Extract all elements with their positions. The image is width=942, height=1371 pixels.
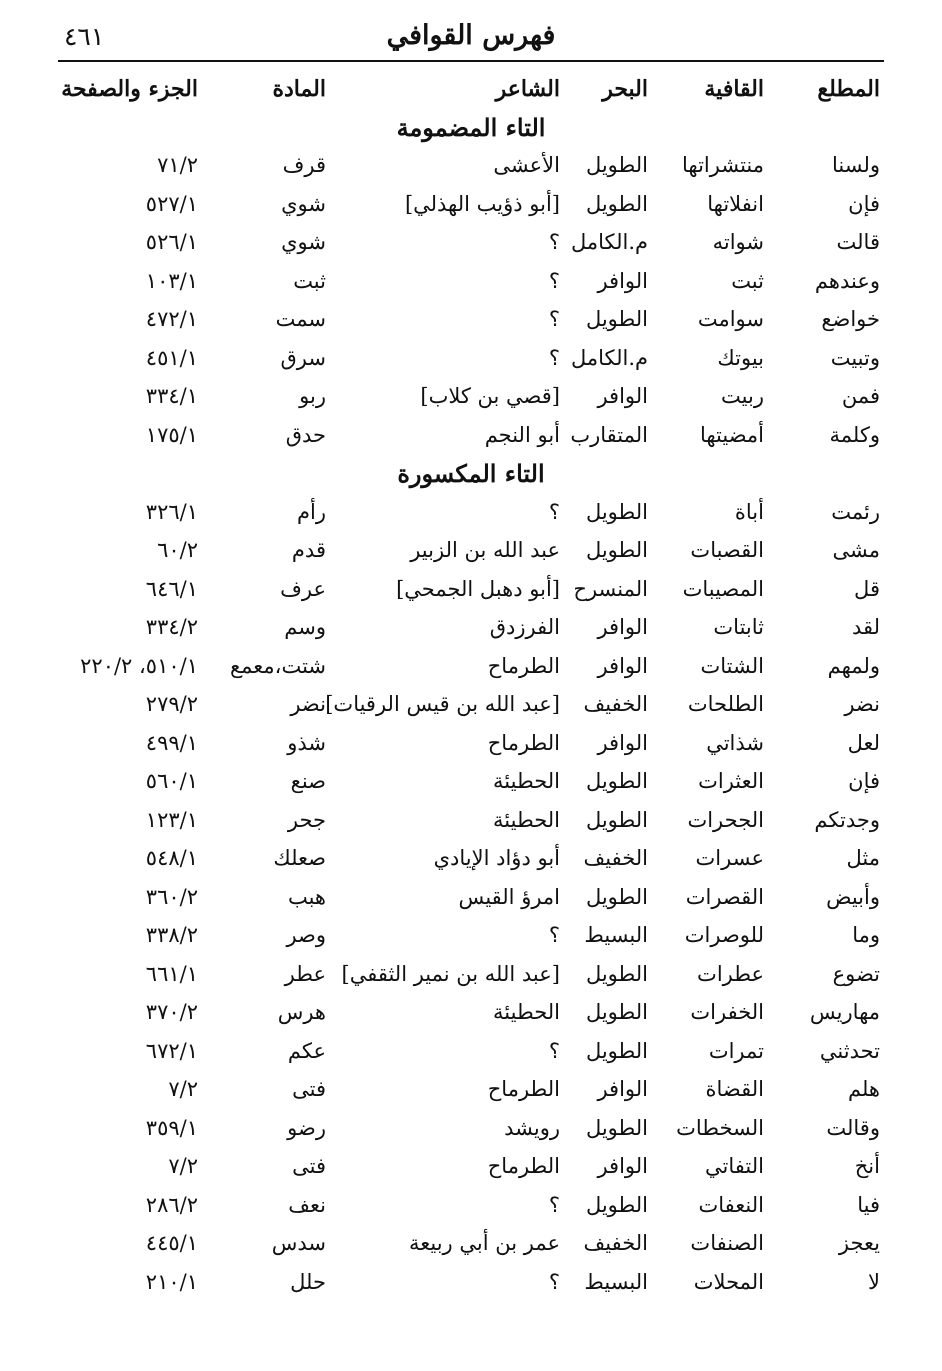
qafiya-cell: القضاة: [705, 1077, 764, 1101]
madda-cell: عرف: [280, 576, 326, 601]
matla-cell: تضوع: [832, 961, 880, 986]
matla-cell: وعندهم: [814, 268, 880, 293]
table-row: [58, 725, 884, 764]
table-row: [58, 1148, 884, 1187]
bahr-cell: الطويل: [585, 191, 648, 216]
volume-page-cell: ٧/٢: [168, 1154, 198, 1178]
qafiya-cell: النعفات: [698, 1192, 764, 1217]
volume-page-cell: ٣٣٤/٢: [145, 615, 198, 639]
table-row: [58, 648, 884, 687]
section-heading-row: [58, 455, 884, 494]
column-header-shaer: الشاعر: [495, 76, 560, 102]
qafiya-cell: المصيبات: [682, 576, 764, 601]
volume-page-cell: ٤٥١/١: [145, 345, 198, 370]
matla-cell: فمن: [841, 384, 880, 408]
bahr-cell: الطويل: [585, 153, 648, 177]
qafiya-cell: أمضيتها: [699, 422, 764, 447]
bahr-cell: م.الكامل: [570, 230, 648, 254]
bahr-cell: المنسرح: [573, 576, 648, 601]
shaer-cell: رويشد: [504, 1115, 560, 1140]
madda-cell: رأم: [297, 499, 326, 524]
bahr-cell: الخفيف: [583, 692, 648, 716]
volume-page-cell: ٦٤٦/١: [145, 576, 198, 601]
volume-page-cell: ٥١٠/١، ٢٢٠/٢: [80, 653, 198, 678]
shaer-cell: امرؤ القيس: [458, 884, 560, 909]
volume-page-cell: ٦٠/٢: [157, 538, 198, 562]
matla-cell: لعل: [847, 730, 880, 755]
shaer-cell: أبو دؤاد الإيادي: [433, 846, 560, 870]
madda-cell: سدس: [271, 1231, 326, 1255]
shaer-cell: ؟: [548, 345, 560, 370]
table-row: [58, 224, 884, 263]
table-row: [58, 879, 884, 918]
column-header-qafiya: القافية: [704, 76, 764, 102]
shaer-cell: أبو النجم: [484, 422, 560, 447]
matla-cell: وكلمة: [829, 422, 880, 447]
madda-cell: صنع: [290, 769, 326, 793]
qafiya-cell: القصرات: [685, 884, 764, 909]
table-row: [58, 571, 884, 610]
shaer-cell: الحطيئة: [493, 769, 560, 793]
shaer-cell: الطرماح: [487, 1077, 560, 1101]
column-header-bahr: البحر: [602, 76, 648, 102]
qafiya-cell: شذاتي: [706, 730, 764, 755]
table-row: [58, 532, 884, 571]
bahr-cell: المتقارب: [570, 422, 648, 447]
volume-page-cell: ١٢٣/١: [145, 807, 198, 832]
matla-cell: مثل: [846, 846, 880, 870]
bahr-cell: الوافر: [597, 268, 648, 293]
bahr-cell: الطويل: [585, 1192, 648, 1217]
table-row: [58, 1033, 884, 1072]
shaer-cell: الطرماح: [487, 730, 560, 755]
section-title: التاء المضمومة: [396, 112, 546, 142]
shaer-cell: [أبو دهبل الجمحي]: [396, 576, 560, 601]
page-number: ٤٦١: [64, 22, 105, 51]
bahr-cell: الخفيف: [583, 1231, 648, 1255]
shaer-cell: ؟: [548, 230, 560, 254]
madda-cell: وسم: [284, 615, 326, 639]
volume-page-cell: ٣٦٠/٢: [145, 884, 198, 909]
table-row: [58, 301, 884, 340]
qafiya-cell: ربيت: [721, 384, 764, 408]
table-row: [58, 1187, 884, 1226]
matla-cell: خواضع: [821, 307, 880, 331]
shaer-cell: [عبد الله بن قيس الرقيات]: [325, 692, 560, 716]
qafiya-cell: عطرات: [697, 961, 764, 986]
madda-cell: جحر: [287, 807, 326, 832]
shaer-cell: الحطيئة: [493, 807, 560, 832]
column-header-row: [58, 70, 884, 109]
madda-cell: قدم: [291, 538, 326, 562]
bahr-cell: الطويل: [585, 1038, 648, 1063]
matla-cell: نضر: [844, 692, 880, 716]
madda-cell: هبب: [287, 884, 326, 909]
madda-cell: فتى: [292, 1154, 326, 1178]
shaer-cell: ؟: [548, 1269, 560, 1294]
table-row: [58, 147, 884, 186]
matla-cell: مشى: [832, 538, 880, 562]
qafiya-cell: القصبات: [690, 538, 764, 562]
shaer-cell: ؟: [548, 1192, 560, 1217]
bahr-cell: الطويل: [585, 807, 648, 832]
column-header-madda: المادة: [272, 76, 326, 102]
table-row: [58, 417, 884, 456]
volume-page-cell: ٧١/٢: [157, 153, 198, 177]
shaer-cell: ؟: [548, 307, 560, 331]
madda-cell: نعف: [288, 1192, 326, 1217]
table-row: [58, 1264, 884, 1303]
bahr-cell: الوافر: [597, 653, 648, 678]
qafiya-cell: شواته: [712, 230, 764, 254]
matla-cell: لقد: [851, 615, 880, 639]
matla-cell: رئمت: [831, 499, 880, 524]
qafiya-cell: عسرات: [695, 846, 764, 870]
table-row: [58, 1110, 884, 1149]
shaer-cell: الطرماح: [487, 653, 560, 678]
qafiya-cell: العثرات: [698, 769, 764, 793]
table-row: [58, 840, 884, 879]
madda-cell: عطر: [284, 961, 326, 986]
volume-page-cell: ٢١٠/١: [145, 1269, 198, 1294]
madda-cell: وصر: [286, 923, 326, 947]
table-row: [58, 1225, 884, 1264]
qafiya-cell: ثبت: [731, 268, 764, 293]
bahr-cell: الطويل: [585, 884, 648, 909]
shaer-cell: ؟: [548, 1038, 560, 1063]
bahr-cell: الطويل: [585, 1115, 648, 1140]
madda-cell: عكم: [287, 1038, 326, 1063]
qafiya-cell: انفلاتها: [707, 191, 764, 216]
matla-cell: وتبيت: [830, 345, 880, 370]
bahr-cell: الوافر: [597, 615, 648, 639]
bahr-cell: الطويل: [585, 1000, 648, 1024]
bahr-cell: الوافر: [597, 1154, 648, 1178]
shaer-cell: عمر بن أبي ربيعة: [408, 1231, 560, 1255]
volume-page-cell: ٦٦١/١: [145, 961, 198, 986]
header-divider: [58, 60, 884, 62]
volume-page-cell: ٤٧٢/١: [145, 307, 198, 331]
volume-page-cell: ٣٧٠/٢: [145, 1000, 198, 1024]
shaer-cell: ؟: [548, 268, 560, 293]
bahr-cell: الوافر: [597, 384, 648, 408]
qafiya-cell: السخطات: [676, 1115, 764, 1140]
shaer-cell: ؟: [548, 499, 560, 524]
qafiya-cell: تمرات: [708, 1038, 764, 1063]
table-row: [58, 378, 884, 417]
table-row: [58, 340, 884, 379]
volume-page-cell: ٧/٢: [168, 1077, 198, 1101]
volume-page-cell: ٥٦٠/١: [145, 769, 198, 793]
qafiya-cell: الخفرات: [690, 1000, 764, 1024]
madda-cell: نضر: [290, 692, 326, 716]
matla-cell: قالت: [836, 230, 880, 254]
volume-page-cell: ٣٥٩/١: [145, 1115, 198, 1140]
table-row: [58, 686, 884, 725]
matla-cell: قل: [854, 576, 880, 601]
matla-cell: وأبيض: [826, 884, 880, 909]
madda-cell: هرس: [277, 1000, 326, 1024]
bahr-cell: الخفيف: [583, 846, 648, 870]
madda-cell: ثبت: [293, 268, 326, 293]
volume-page-cell: ٢٧٩/٢: [145, 692, 198, 716]
matla-cell: ولسنا: [831, 153, 880, 177]
qafiya-cell: منتشراتها: [681, 153, 764, 177]
volume-page-cell: ٣٣٨/٢: [145, 923, 198, 947]
page-title: فهرس القوافي: [386, 20, 556, 51]
volume-page-cell: ١٧٥/١: [145, 422, 198, 447]
table-row: [58, 1071, 884, 1110]
table-row: [58, 917, 884, 956]
table-row: [58, 994, 884, 1033]
table-row: [58, 956, 884, 995]
qafiya-cell: الجحرات: [687, 807, 764, 832]
volume-page-cell: ٦٧٢/١: [145, 1038, 198, 1063]
bahr-cell: الوافر: [597, 730, 648, 755]
rhyme-index-table: [58, 70, 884, 1302]
madda-cell: شوي: [281, 230, 326, 254]
bahr-cell: الطويل: [585, 307, 648, 331]
madda-cell: رضو: [287, 1115, 326, 1140]
madda-cell: ربو: [299, 384, 326, 408]
volume-page-cell: ٥٤٨/١: [145, 846, 198, 870]
volume-page-cell: ٥٢٧/١: [145, 191, 198, 216]
bahr-cell: الطويل: [585, 769, 648, 793]
qafiya-cell: أباة: [734, 499, 764, 524]
matla-cell: وقالت: [826, 1115, 880, 1140]
shaer-cell: عبد الله بن الزبير: [410, 538, 560, 562]
volume-page-cell: ١٠٣/١: [145, 268, 198, 293]
madda-cell: حلل: [290, 1269, 326, 1294]
matla-cell: يعجز: [838, 1231, 880, 1255]
bahr-cell: الوافر: [597, 1077, 648, 1101]
table-row: [58, 263, 884, 302]
matla-cell: فيا: [857, 1192, 880, 1217]
table-row: [58, 763, 884, 802]
matla-cell: فإن: [848, 769, 880, 793]
table-row: [58, 494, 884, 533]
bahr-cell: البسيط: [584, 1269, 648, 1294]
madda-cell: سرق: [280, 345, 326, 370]
madda-cell: شوي: [281, 191, 326, 216]
shaer-cell: الطرماح: [487, 1154, 560, 1178]
qafiya-cell: بيوتك: [717, 345, 764, 370]
bahr-cell: البسيط: [584, 923, 648, 947]
bahr-cell: الطويل: [585, 538, 648, 562]
shaer-cell: الفرزدق: [489, 615, 560, 639]
madda-cell: شذو: [287, 730, 326, 755]
madda-cell: سمت: [275, 307, 326, 331]
qafiya-cell: سوامت: [697, 307, 764, 331]
matla-cell: أنخ: [854, 1154, 880, 1178]
table-row: [58, 609, 884, 648]
madda-cell: صعلك: [273, 846, 326, 870]
matla-cell: وما: [852, 923, 880, 947]
bahr-cell: م.الكامل: [570, 345, 648, 370]
madda-cell: قرف: [282, 153, 326, 177]
volume-page-cell: ٥٢٦/١: [145, 230, 198, 254]
matla-cell: لا: [868, 1269, 880, 1294]
qafiya-cell: للوصرات: [684, 923, 764, 947]
bahr-cell: الطويل: [585, 499, 648, 524]
madda-cell: حدق: [285, 422, 326, 447]
volume-page-cell: ٤٩٩/١: [145, 730, 198, 755]
shaer-cell: [قصي بن كلاب]: [420, 384, 560, 408]
bahr-cell: الطويل: [585, 961, 648, 986]
shaer-cell: [أبو ذؤيب الهذلي]: [404, 191, 560, 216]
matla-cell: ولمهم: [827, 653, 880, 678]
shaer-cell: الأعشى: [493, 153, 560, 177]
qafiya-cell: الصنفات: [690, 1231, 764, 1255]
matla-cell: هلم: [847, 1077, 880, 1101]
madda-cell: شتت،معمع: [229, 653, 326, 678]
running-head: [58, 16, 884, 58]
qafiya-cell: الشتات: [700, 653, 764, 678]
table-row: [58, 802, 884, 841]
qafiya-cell: الطلحات: [687, 692, 764, 716]
section-heading-row: [58, 109, 884, 148]
matla-cell: وجدتكم: [814, 807, 880, 832]
madda-cell: فتى: [292, 1077, 326, 1101]
matla-cell: فإن: [848, 191, 880, 216]
column-header-volume-page: الجزء والصفحة: [61, 76, 198, 102]
volume-page-cell: ٢٨٦/٢: [145, 1192, 198, 1217]
matla-cell: تحدثني: [819, 1038, 880, 1063]
qafiya-cell: التفاتي: [705, 1154, 764, 1178]
qafiya-cell: ثابتات: [713, 615, 764, 639]
shaer-cell: ؟: [548, 923, 560, 947]
table-row: [58, 186, 884, 225]
volume-page-cell: ٤٤٥/١: [145, 1231, 198, 1255]
column-header-matla: المطلع: [817, 76, 880, 102]
matla-cell: مهاريس: [809, 1000, 880, 1024]
volume-page-cell: ٣٢٦/١: [145, 499, 198, 524]
shaer-cell: [عبد الله بن نمير الثقفي]: [341, 961, 560, 986]
volume-page-cell: ٣٣٤/١: [145, 384, 198, 408]
qafiya-cell: المحلات: [693, 1269, 764, 1294]
shaer-cell: الحطيئة: [493, 1000, 560, 1024]
section-title: التاء المكسورة: [397, 459, 545, 488]
